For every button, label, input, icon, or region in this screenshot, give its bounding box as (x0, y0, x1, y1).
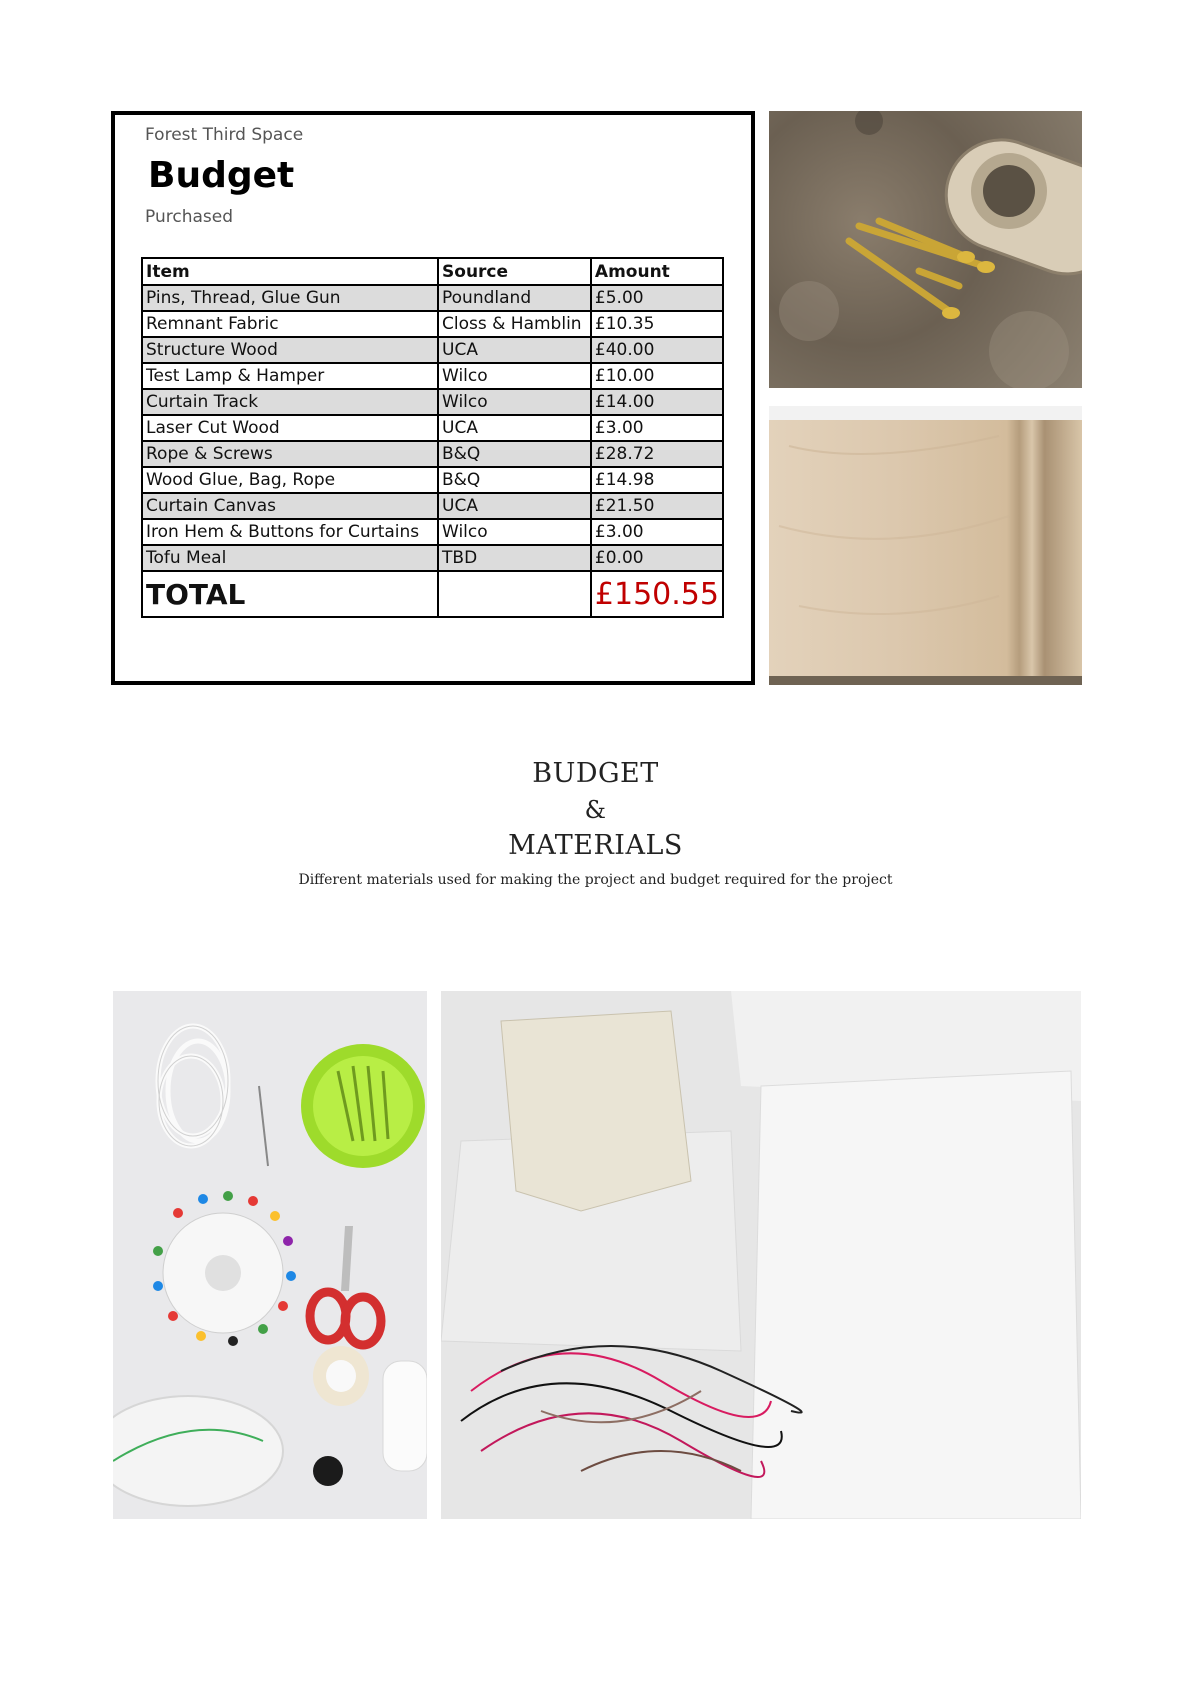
item-cell: Remnant Fabric (142, 311, 438, 337)
source-cell: Poundland (438, 285, 591, 311)
source-cell: B&Q (438, 441, 591, 467)
amount-cell: £5.00 (591, 285, 723, 311)
budget-subtitle: Purchased (145, 207, 233, 227)
table-row (142, 363, 723, 389)
total-source-cell (438, 571, 591, 617)
amount-cell: £40.00 (591, 337, 723, 363)
column-header-source: Source (438, 258, 591, 285)
table-row (142, 389, 723, 415)
amount-cell: £28.72 (591, 441, 723, 467)
source-cell: Wilco (438, 389, 591, 415)
item-cell: Rope & Screws (142, 441, 438, 467)
budget-title: Budget (148, 155, 295, 196)
section-caption: Different materials used for making the project and budget required for the project (298, 872, 893, 888)
source-cell: UCA (438, 337, 591, 363)
source-cell: UCA (438, 493, 591, 519)
table-row (142, 337, 723, 363)
amount-cell: £3.00 (591, 415, 723, 441)
item-cell: Pins, Thread, Glue Gun (142, 285, 438, 311)
table-row (142, 415, 723, 441)
source-cell: Wilco (438, 363, 591, 389)
table-row (142, 285, 723, 311)
table-row (142, 311, 723, 337)
section-heading-line-3: MATERIALS (508, 830, 683, 861)
amount-cell: £10.00 (591, 363, 723, 389)
budget-table (141, 257, 724, 618)
total-label: TOTAL (142, 571, 438, 617)
table-row (142, 441, 723, 467)
table-row (142, 519, 723, 545)
table-row (142, 493, 723, 519)
item-cell: Laser Cut Wood (142, 415, 438, 441)
item-cell: Test Lamp & Hamper (142, 363, 438, 389)
table-header-row (142, 258, 723, 285)
amount-cell: £10.35 (591, 311, 723, 337)
amount-cell: £3.00 (591, 519, 723, 545)
table-row (142, 467, 723, 493)
item-cell: Wood Glue, Bag, Rope (142, 467, 438, 493)
section-heading-line-1: BUDGET (532, 758, 659, 789)
item-cell: Curtain Track (142, 389, 438, 415)
amount-cell: £21.50 (591, 493, 723, 519)
item-cell: Curtain Canvas (142, 493, 438, 519)
total-amount: £150.55 (591, 571, 723, 617)
plywood-photo (769, 406, 1082, 685)
table-row (142, 545, 723, 571)
source-cell: Wilco (438, 519, 591, 545)
source-cell: UCA (438, 415, 591, 441)
item-cell: Iron Hem & Buttons for Curtains (142, 519, 438, 545)
source-cell: B&Q (438, 467, 591, 493)
project-name: Forest Third Space (145, 125, 304, 145)
amount-cell: £0.00 (591, 545, 723, 571)
screws-photo (769, 111, 1082, 388)
amount-cell: £14.00 (591, 389, 723, 415)
source-cell: Closs & Hamblin (438, 311, 591, 337)
sewing-notions-photo (113, 991, 427, 1519)
item-cell: Structure Wood (142, 337, 438, 363)
total-row (142, 571, 723, 617)
fabrics-photo (441, 991, 1081, 1519)
budget-card (111, 111, 755, 685)
amount-cell: £14.98 (591, 467, 723, 493)
source-cell: TBD (438, 545, 591, 571)
column-header-item: Item (142, 258, 438, 285)
item-cell: Tofu Meal (142, 545, 438, 571)
section-heading-line-2: & (584, 796, 607, 824)
column-header-amount: Amount (591, 258, 723, 285)
